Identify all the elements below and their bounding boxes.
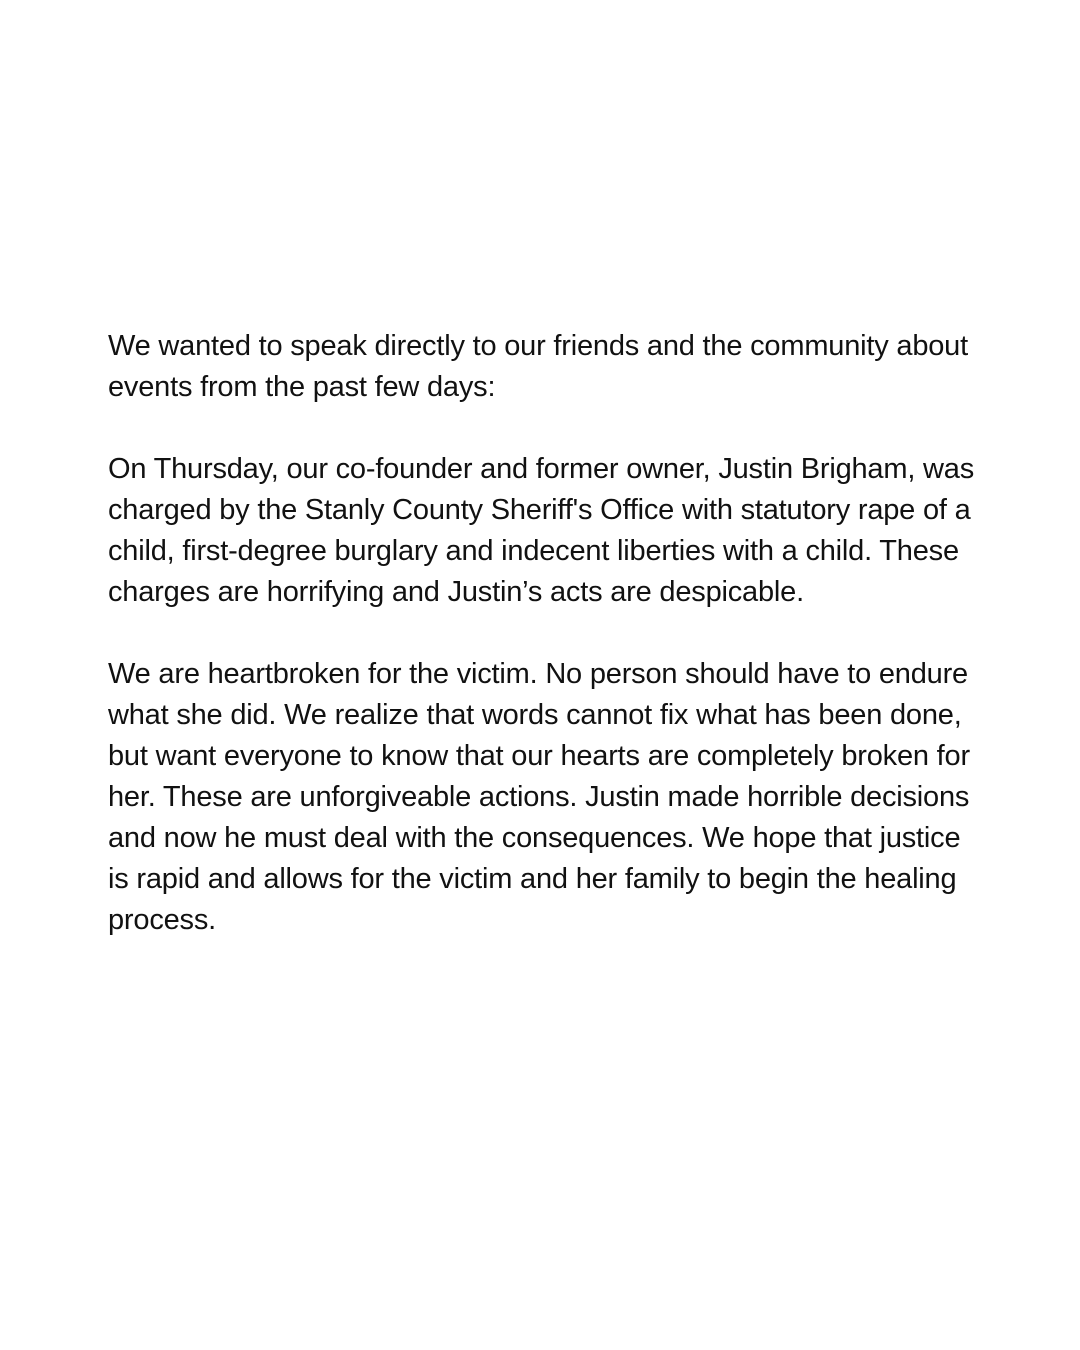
paragraph-victim: We are heartbroken for the victim. No person should have to endure what she did. We realize that words cannot fix what has been done, but want everyone to know that our hearts are completely broken for her. These are unforgiveable actions. Justin made horrible decisions and now he must deal with the consequences. We hope that justice is rapid and allows for the victim and her family to begin the healing process. xyxy=(108,658,970,936)
paragraph-intro: We wanted to speak directly to our friends and the community about events from the past few days: xyxy=(108,330,968,403)
paragraph-charges: On Thursday, our co-founder and former owner, Justin Brigham, was charged by the Stanly County Sheriff's Office with statutory rape of a child, first-degree burglary and indecent liberties with a child. These charges are horrifying and Justin’s acts are despicable. xyxy=(108,453,975,608)
statement-text-block xyxy=(108,326,978,941)
